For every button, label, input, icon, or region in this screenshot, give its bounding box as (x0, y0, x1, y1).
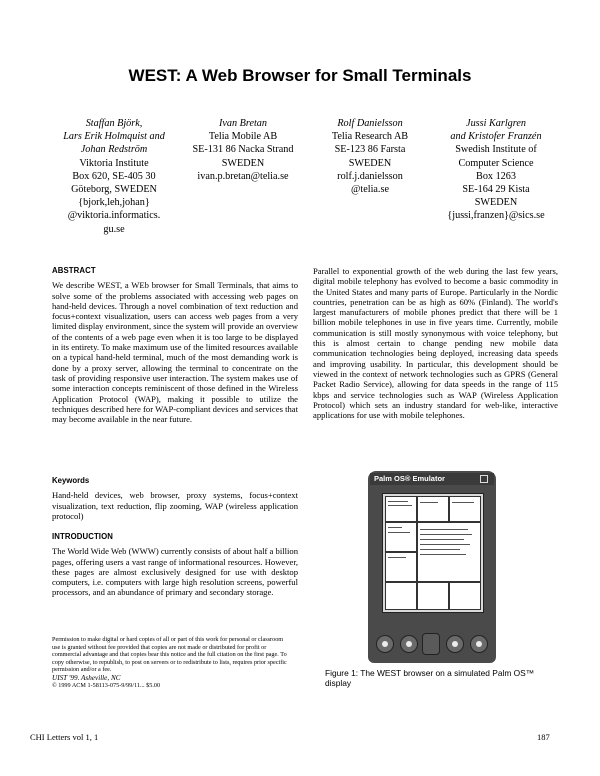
author-affil: ivan.p.bretan@telia.se (197, 170, 289, 182)
page-tile (385, 522, 417, 552)
author-name: Ivan Bretan (219, 118, 267, 129)
author-affil: Box 620, SE-405 30 (72, 170, 156, 182)
palm-screen (382, 493, 484, 613)
author-affil: @viktoria.informatics. (67, 210, 161, 222)
author-name: Johan Redström (80, 144, 148, 156)
author-affil: Viktoria Institute (79, 157, 149, 169)
introduction-section (52, 532, 298, 598)
keywords-text: Hand-held devices, web browser, proxy systems, focus+context visualization, text reduction, flip zooming, WAP (wireless application protocol) (52, 490, 298, 521)
author-affil: SWEDEN (348, 157, 392, 169)
author-affil: {jussi,franzen}@sics.se (447, 210, 545, 222)
author-affil: rolf.j.danielsson (337, 170, 403, 182)
abstract-text: We describe WEST, a WEb browser for Small Terminals, that aims to solve some of the problems associated with accessing web pages on hand-held devices. Through a novel combination of text reduction and focus+context visualization, users can access web pages from a very limited display environment, since the system will provide an overview of the contents of a web page even when it is too large to be displayed in its entirety. To make maximum use of the limited resources available on a typical hand-held terminal, much of the most demanding work is done by a proxy server, allowing the terminal to concentrate on the task of providing responsive user interaction. The system makes use of some interaction concepts reminiscent of those defined in the Wireless Application Protocol (WAP), making it possible to utilize the techniques described here for WAP-compliant devices and services that may become available in the near future. (52, 280, 298, 425)
memo-button[interactable] (470, 635, 488, 653)
author-4 (432, 117, 560, 223)
copyright-text: © 1999 ACM 1-58113-075-9/99/11... $5.00 (52, 681, 161, 689)
author-affil: Computer Science (458, 157, 534, 169)
author-affil: Göteborg, SWEDEN (71, 184, 157, 196)
author-affil: Box 1263 (476, 170, 516, 182)
right-paragraph: Parallel to exponential growth of the web during the last few years, digital mobile telephony has evolved to become a basic commodity in the United States and many parts of Europe. Particularly in the Nordic countries, penetration can be as high as 60% (Finland). The world's largest manufacturers of mobile phones predict that there will be 1 billion mobile telephones in use in five years time. Currently, mobile communication is still mostly synonymous with voice telephony, but this is almost certain to change pending new mobile data communication technologies being deployed, increasing data speeds and improving usability. In particular, this development should be viewed in the context of network technologies such as GPRS (General Packet Radio Service), allowing for data speeds in the range of 115 kbps and service technologies such as WAP (Wireless Application Protocol) which sets an industry standard for web-like, interactive applications for use with mobile telephones. (313, 266, 558, 421)
abstract-section (52, 266, 298, 424)
date-button[interactable] (376, 635, 394, 653)
introduction-heading: INTRODUCTION (52, 532, 113, 541)
author-2 (178, 117, 308, 183)
page-tile (385, 582, 417, 610)
introduction-text: The World Wide Web (WWW) currently consists of about half a billion pages, offering users a vast range of informational resources. However, these pages are almost exclusively designed for use with desktop computers, i.e. computers with large high resolution screens, powerful processors, and an abundance of primary and secondary storage. (52, 546, 298, 598)
emulator-title-bar (370, 473, 494, 485)
author-affil: {bjork,leh,johan} (78, 197, 150, 209)
focus-tile (417, 522, 481, 582)
author-name: and Kristofer Franzén (450, 131, 542, 143)
scroll-button[interactable] (422, 633, 440, 655)
journal-footer: CHI Letters vol 1, 1 (30, 732, 99, 742)
right-column-text (313, 266, 558, 420)
page-tile (449, 496, 481, 522)
author-3 (308, 117, 432, 196)
author-name: Jussi Karlgren (466, 118, 526, 129)
palm-device (368, 471, 496, 663)
author-affil: Telia Mobile AB (208, 131, 278, 143)
page-tile (385, 496, 417, 522)
figure-caption: Figure 1: The WEST browser on a simulated Palm OS™ display (325, 668, 535, 688)
page-tile (417, 582, 449, 610)
author-1 (50, 117, 178, 236)
permission-text: Permission to make digital or hard copies of all or part of this work for personal or classroom use is granted without fee provided that copies are not made or distributed for profit or commercial advantage and that copies bear this notice and the full citation on the first page. To copy otherwise, to republish, to post on servers or to redistribute to lists, requires prior specific permission and/or a fee. (52, 636, 287, 674)
author-name: Rolf Danielsson (337, 118, 403, 129)
address-button[interactable] (400, 635, 418, 653)
author-affil: gu.se (103, 223, 125, 235)
todo-button[interactable] (446, 635, 464, 653)
author-affil: Telia Research AB (331, 131, 409, 143)
keywords-heading: Keywords (52, 476, 90, 485)
permission-note (52, 636, 292, 690)
page-tile (417, 496, 449, 522)
author-affil: Swedish Institute of (455, 144, 537, 156)
author-affil: SWEDEN (474, 197, 518, 209)
author-affil: @telia.se (351, 184, 389, 196)
palm-buttons (374, 621, 490, 657)
author-affil: SE-131 86 Nacka Strand (192, 144, 294, 156)
author-affil: SWEDEN (221, 157, 265, 169)
author-affil: SE-123 86 Farsta (334, 144, 406, 156)
author-affil: SE-164 29 Kista (462, 184, 530, 196)
palm-emulator-figure (368, 471, 496, 663)
paper-title: WEST: A Web Browser for Small Terminals (128, 66, 472, 85)
page-tile (385, 552, 417, 582)
author-name: Lars Erik Holmquist and (63, 131, 165, 143)
keywords-section (52, 476, 298, 521)
page-number: 187 (537, 732, 550, 742)
close-icon (480, 475, 488, 483)
page-tile (449, 582, 481, 610)
venue-text: UIST '99. Asheville, NC (52, 673, 121, 682)
emulator-title: Palm OS® Emulator (374, 474, 445, 483)
author-name: Staffan Björk, (85, 118, 143, 129)
abstract-heading: ABSTRACT (52, 266, 96, 275)
